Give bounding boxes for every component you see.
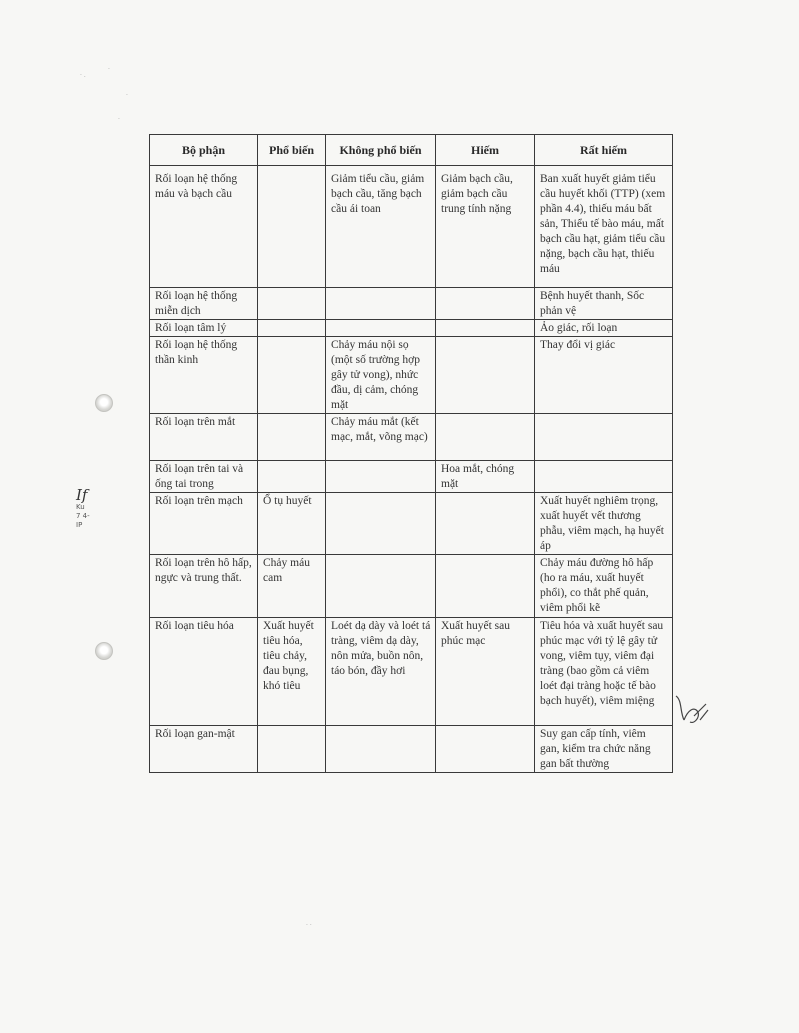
cell-common (258, 414, 326, 461)
margin-note-mark: If (76, 486, 88, 504)
punch-hole-bottom (95, 642, 113, 660)
cell-very-rare: Tiêu hóa và xuất huyết sau phúc mạc với tỷ lệ gây tử vong, viêm tụy, viêm đại tràng (bao gồm cả viêm loét đại tràng hoặc tế bào bạch huyết), viêm miệng (535, 618, 673, 726)
cell-uncommon (326, 493, 436, 555)
cell-common (258, 337, 326, 414)
header-common: Phổ biến (258, 135, 326, 166)
cell-common (258, 166, 326, 288)
cell-organ: Rối loạn hệ thống máu và bạch cầu (150, 166, 258, 288)
cell-rare: Xuất huyết sau phúc mạc (436, 618, 535, 726)
table-row (150, 618, 673, 726)
cell-organ: Rối loạn tiêu hóa (150, 618, 258, 726)
cell-common: Xuất huyết tiêu hóa, tiêu chảy, đau bụng, khó tiêu (258, 618, 326, 726)
cell-very-rare (535, 461, 673, 493)
cell-very-rare: Suy gan cấp tính, viêm gan, kiểm tra chức năng gan bất thường (535, 726, 673, 773)
cell-uncommon (326, 726, 436, 773)
cell-common (258, 726, 326, 773)
cell-organ: Rối loạn tâm lý (150, 320, 258, 337)
table-row (150, 726, 673, 773)
scan-speck: · (118, 116, 120, 123)
cell-very-rare (535, 414, 673, 461)
header-uncommon: Không phổ biến (326, 135, 436, 166)
header-organ: Bộ phận (150, 135, 258, 166)
cell-organ: Rối loạn trên tai và ống tai trong (150, 461, 258, 493)
cell-uncommon (326, 288, 436, 320)
cell-organ: Rối loạn trên mắt (150, 414, 258, 461)
cell-very-rare: Xuất huyết nghiêm trọng, xuất huyết vết thương phẫu, viêm mạch, hạ huyết áp (535, 493, 673, 555)
table-row (150, 320, 673, 337)
cell-organ: Rối loạn gan-mật (150, 726, 258, 773)
scan-speck: · (126, 92, 128, 99)
cell-uncommon (326, 320, 436, 337)
cell-organ: Rối loạn trên hô hấp, ngực và trung thất. (150, 555, 258, 618)
cell-very-rare: Chảy máu đường hô hấp (ho ra máu, xuất huyết phổi), co thắt phế quản, viêm phổi kẽ (535, 555, 673, 618)
cell-rare (436, 414, 535, 461)
table-row (150, 461, 673, 493)
cell-rare (436, 726, 535, 773)
cell-organ: Rối loạn trên mạch (150, 493, 258, 555)
header-rare: Hiếm (436, 135, 535, 166)
cell-rare (436, 320, 535, 337)
cell-very-rare: Ảo giác, rối loạn (535, 320, 673, 337)
table-row (150, 337, 673, 414)
cell-rare (436, 493, 535, 555)
handwritten-initials (672, 690, 712, 730)
table-row (150, 166, 673, 288)
margin-note-line: Ku (76, 503, 85, 511)
cell-uncommon (326, 555, 436, 618)
scan-speck: · · (306, 922, 312, 929)
table-header-row (150, 135, 673, 166)
cell-organ: Rối loạn hệ thống thần kinh (150, 337, 258, 414)
margin-handwritten-note (76, 487, 90, 530)
cell-common: Ổ tụ huyết (258, 493, 326, 555)
margin-note-line: IP (76, 521, 83, 529)
table-row (150, 288, 673, 320)
cell-organ: Rối loạn hệ thống miễn dịch (150, 288, 258, 320)
adverse-reactions-table (149, 134, 673, 773)
cell-common (258, 461, 326, 493)
scan-speck: · . (80, 72, 86, 79)
cell-uncommon: Giảm tiểu cầu, giảm bạch cầu, tăng bạch cầu ái toan (326, 166, 436, 288)
cell-rare (436, 337, 535, 414)
cell-very-rare: Thay đổi vị giác (535, 337, 673, 414)
cell-very-rare: Ban xuất huyết giảm tiểu cầu huyết khối (TTP) (xem phần 4.4), thiếu máu bất sản, Thiểu tế bào máu, mất bạch cầu hạt, giảm tiểu cầu nặng, bạch cầu hạt, thiếu máu (535, 166, 673, 288)
cell-rare: Giảm bạch cầu, giảm bạch cầu trung tính nặng (436, 166, 535, 288)
cell-common (258, 320, 326, 337)
table-row (150, 493, 673, 555)
header-very-rare: Rất hiếm (535, 135, 673, 166)
scan-speck: · (108, 66, 110, 73)
table-row (150, 555, 673, 618)
margin-note-line: 7 4- (76, 512, 90, 520)
cell-very-rare: Bệnh huyết thanh, Sốc phản vệ (535, 288, 673, 320)
cell-uncommon: Loét dạ dày và loét tá tràng, viêm dạ dày, nôn mửa, buồn nôn, táo bón, đầy hơi (326, 618, 436, 726)
cell-rare (436, 288, 535, 320)
punch-hole-top (95, 394, 113, 412)
cell-uncommon (326, 461, 436, 493)
cell-rare: Hoa mắt, chóng mặt (436, 461, 535, 493)
cell-common: Chảy máu cam (258, 555, 326, 618)
cell-uncommon: Chảy máu mắt (kết mạc, mắt, võng mạc) (326, 414, 436, 461)
cell-uncommon: Chảy máu nội sọ (một số trường hợp gây tử vong), nhức đầu, dị cảm, chóng mặt (326, 337, 436, 414)
cell-rare (436, 555, 535, 618)
cell-common (258, 288, 326, 320)
table-row (150, 414, 673, 461)
